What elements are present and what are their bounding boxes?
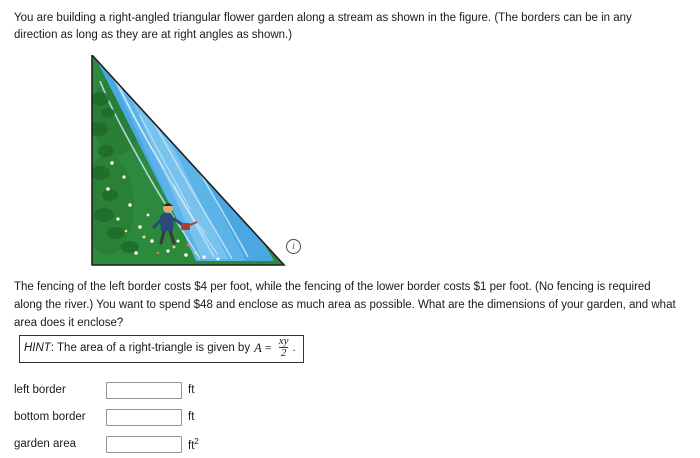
figure-illustration [78,55,298,273]
left-border-label: left border [14,384,66,397]
problem-intro: You are building a right-angled triangular flower garden along a stream as shown in the figure. (The borders can be in any direction as long as they are at right angles as shown.) [14,12,632,41]
hint-fraction-denominator: 2 [280,347,287,360]
figure-container [14,49,686,279]
hint-formula-end: . [292,341,296,354]
hint-text: : The area of a right-triangle is given by [50,341,251,354]
figure-zoom-icon[interactable]: i [286,239,301,254]
answer-row-bottom-border [14,404,686,431]
hint-label: HINT [24,341,51,354]
garden-area-unit-base: ft [188,439,195,452]
garden-figure [78,55,298,273]
garden-area-input[interactable] [106,436,182,453]
hint-row [14,335,686,363]
answer-row-left-border [14,377,686,404]
garden-area-unit-exponent: 2 [194,436,199,446]
problem-body: The fencing of the left border costs $4 per foot, while the fencing of the lower border costs $1 per foot. (No fencing is required along the river.) You want to spend $48 and enclose as much area as possible. What are the dimensions of your garden, and what area does it enclose? [14,281,676,329]
bottom-border-unit: ft [188,411,195,424]
bottom-border-label: bottom border [14,411,86,424]
left-border-unit: ft [188,384,195,397]
left-border-input[interactable] [106,382,182,399]
hint-fraction-numerator: xy [278,334,289,347]
hint-formula-eq: = [264,341,272,356]
answer-row-garden-area [14,431,686,458]
answers-section [14,377,686,458]
hint-bracketed [19,335,304,363]
hint-formula-lhs: A [254,341,262,356]
hint-fraction [277,336,291,360]
garden-area-unit [188,437,199,452]
garden-area-label: garden area [14,438,77,451]
bottom-border-input[interactable] [106,409,182,426]
